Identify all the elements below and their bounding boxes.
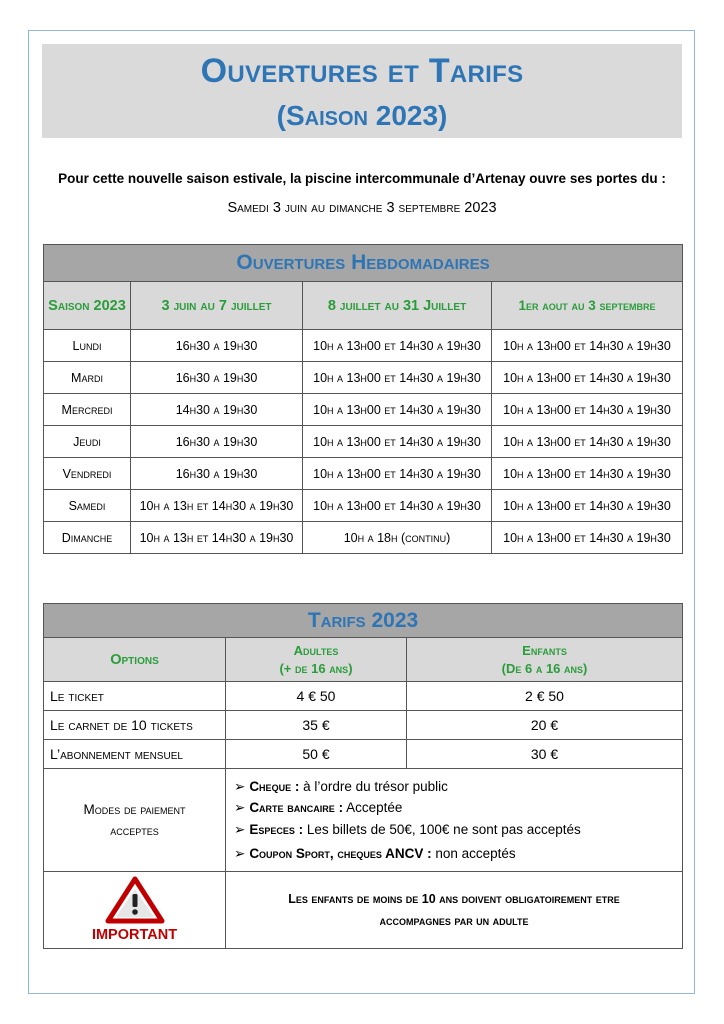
hours-cell: 10h a 18h (continu) xyxy=(303,522,492,554)
hours-cell: 10h a 13h et 14h30 a 19h30 xyxy=(131,522,303,554)
important-cell xyxy=(44,872,226,949)
day-cell: Samedi xyxy=(44,490,131,522)
hours-cell: 16h30 a 19h30 xyxy=(131,458,303,490)
table-row xyxy=(44,740,683,769)
hours-cell: 10h a 13h00 et 14h30 a 19h30 xyxy=(303,362,492,394)
tarif-enfant: 2 € 50 xyxy=(407,682,683,711)
table-row xyxy=(44,711,683,740)
adultes-label: Adultes xyxy=(293,642,339,658)
tarif-label: Le carnet de 10 tickets xyxy=(44,711,226,740)
table-row xyxy=(44,522,683,554)
list-item xyxy=(234,776,682,798)
hours-cell: 14h30 a 19h30 xyxy=(131,394,303,426)
enfants-label: Enfants xyxy=(522,642,567,658)
hours-cell: 10h a 13h00 et 14h30 a 19h30 xyxy=(492,426,683,458)
hours-cell: 10h a 13h00 et 14h30 a 19h30 xyxy=(303,458,492,490)
day-cell: Jeudi xyxy=(44,426,131,458)
day-cell: Mercredi xyxy=(44,394,131,426)
weekly-schedule-table xyxy=(43,244,683,554)
payment-method-detail: Les billets de 50€, 100€ ne sont pas acceptés xyxy=(303,821,581,837)
tarifs-col-options: Options xyxy=(44,638,226,682)
tarif-enfant: 30 € xyxy=(407,740,683,769)
payment-row xyxy=(44,769,683,872)
important-text: Les enfants de moins de 10 ans doivent obligatoirement etre accompagnes par un adulte xyxy=(226,872,683,949)
schedule-col-period-3: 1er aout au 3 septembre xyxy=(492,282,683,330)
hours-cell: 10h a 13h00 et 14h30 a 19h30 xyxy=(492,458,683,490)
table-row xyxy=(44,362,683,394)
page-title: Ouvertures et Tarifs xyxy=(200,52,524,90)
title-banner xyxy=(42,44,682,138)
day-cell: Lundi xyxy=(44,330,131,362)
payment-methods-list xyxy=(226,769,683,872)
table-row xyxy=(44,458,683,490)
hours-cell: 10h a 13h00 et 14h30 a 19h30 xyxy=(492,522,683,554)
payment-method-name: Carte bancaire : xyxy=(249,800,344,815)
important-row xyxy=(44,872,683,949)
tarif-label: L’abonnement mensuel xyxy=(44,740,226,769)
table-row xyxy=(44,330,683,362)
intro-text: Pour cette nouvelle saison estivale, la piscine intercommunale d’Artenay ouvre ses portes du : xyxy=(58,171,666,186)
tarif-adulte: 4 € 50 xyxy=(226,682,407,711)
important-badge xyxy=(44,874,225,946)
hours-cell: 16h30 a 19h30 xyxy=(131,330,303,362)
payment-method-detail: à l’ordre du trésor public xyxy=(299,778,448,794)
payment-method-name: Coupon Sport, cheques ANCV : xyxy=(249,846,432,861)
arrow-bullet-icon: ➢ xyxy=(234,821,246,837)
arrow-bullet-icon: ➢ xyxy=(234,800,246,815)
tarifs-col-adultes xyxy=(226,638,407,682)
hours-cell: 10h a 13h00 et 14h30 a 19h30 xyxy=(492,490,683,522)
table-row xyxy=(44,682,683,711)
hours-cell: 10h a 13h00 et 14h30 a 19h30 xyxy=(303,490,492,522)
tarifs-col-enfants xyxy=(407,638,683,682)
tarifs-table xyxy=(43,603,683,949)
arrow-bullet-icon: ➢ xyxy=(234,778,246,794)
tarif-adulte: 50 € xyxy=(226,740,407,769)
hours-cell: 10h a 13h et 14h30 a 19h30 xyxy=(131,490,303,522)
schedule-col-season: Saison 2023 xyxy=(44,282,131,330)
important-label: IMPORTANT xyxy=(91,927,178,943)
tarif-label: Le ticket xyxy=(44,682,226,711)
hours-cell: 10h a 13h00 et 14h30 a 19h30 xyxy=(492,330,683,362)
list-item xyxy=(234,819,682,841)
day-cell: Mardi xyxy=(44,362,131,394)
payment-label-line-1: Modes de paiement xyxy=(83,802,186,817)
arrow-bullet-icon: ➢ xyxy=(234,846,246,861)
hours-cell: 10h a 13h00 et 14h30 a 19h30 xyxy=(303,394,492,426)
schedule-col-period-2: 8 juillet au 31 Juillet xyxy=(303,282,492,330)
payment-label-line-2: acceptes xyxy=(110,823,159,838)
table-row xyxy=(44,394,683,426)
hours-cell: 10h a 13h00 et 14h30 a 19h30 xyxy=(303,426,492,458)
season-dates: Samedi 3 juin au dimanche 3 septembre 2023 xyxy=(227,200,497,216)
hours-cell: 16h30 a 19h30 xyxy=(131,426,303,458)
hours-cell: 16h30 a 19h30 xyxy=(131,362,303,394)
day-cell: Vendredi xyxy=(44,458,131,490)
list-item xyxy=(234,843,682,865)
payment-method-name: Cheque : xyxy=(249,778,300,794)
hours-cell: 10h a 13h00 et 14h30 a 19h30 xyxy=(492,362,683,394)
tarif-adulte: 35 € xyxy=(226,711,407,740)
tarif-enfant: 20 € xyxy=(407,711,683,740)
table-row xyxy=(44,426,683,458)
tarifs-title: Tarifs 2023 xyxy=(44,604,683,638)
payment-label xyxy=(44,769,226,872)
payment-method-detail: non acceptés xyxy=(431,846,516,861)
hours-cell: 10h a 13h00 et 14h30 a 19h30 xyxy=(492,394,683,426)
list-item xyxy=(234,797,682,819)
schedule-col-period-1: 3 juin au 7 juillet xyxy=(131,282,303,330)
adultes-age: (+ de 16 ans) xyxy=(279,660,353,676)
warning-triangle-icon xyxy=(105,876,165,924)
page-subtitle: (Saison 2023) xyxy=(276,100,448,131)
hours-cell: 10h a 13h00 et 14h30 a 19h30 xyxy=(303,330,492,362)
payment-method-detail: Acceptée xyxy=(343,800,403,815)
schedule-title: Ouvertures Hebdomadaires xyxy=(44,245,683,282)
table-row xyxy=(44,490,683,522)
payment-method-name: Especes : xyxy=(249,821,304,837)
day-cell: Dimanche xyxy=(44,522,131,554)
enfants-age: (De 6 a 16 ans) xyxy=(501,660,588,676)
